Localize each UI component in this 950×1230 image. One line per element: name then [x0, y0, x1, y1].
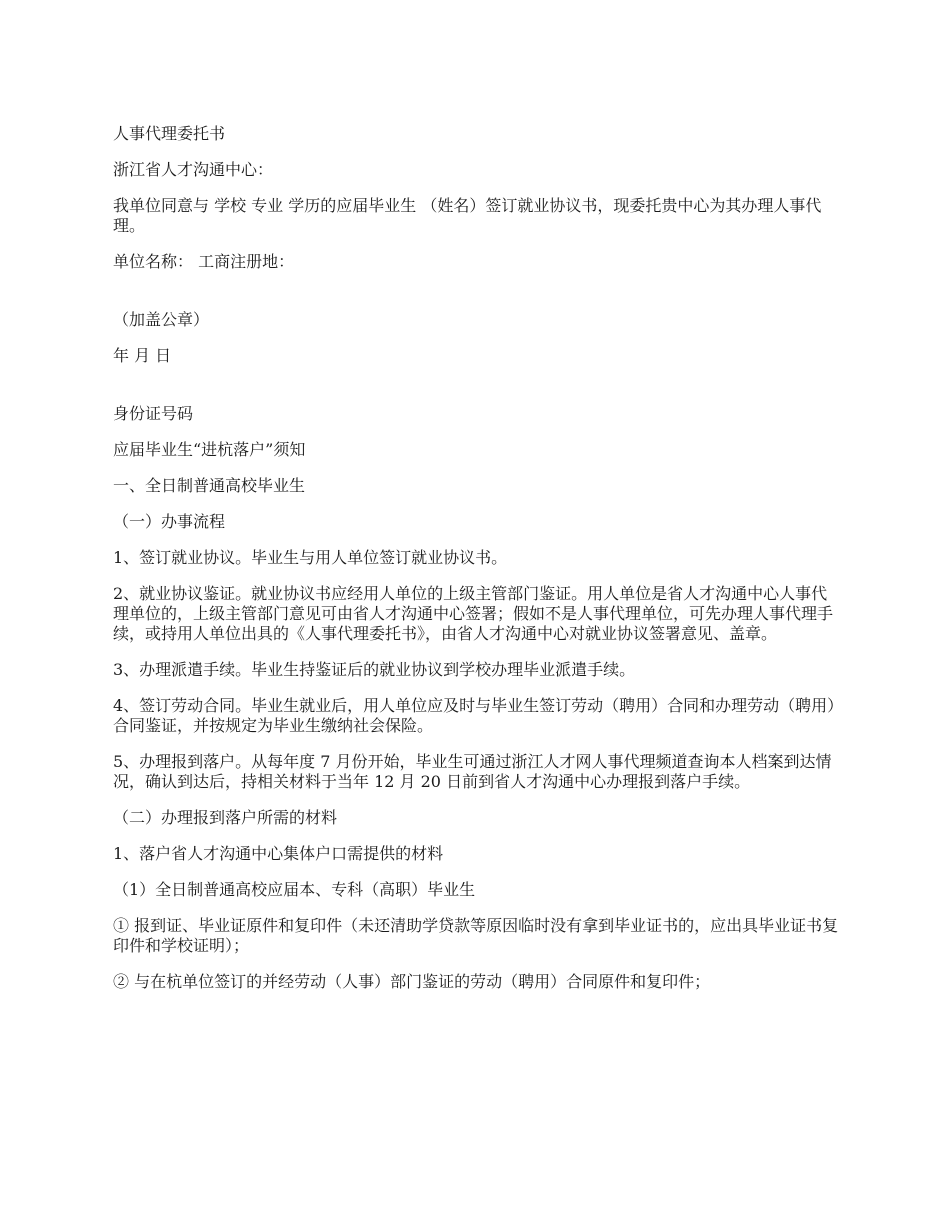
document-title: 人事代理委托书 [113, 124, 226, 143]
unit-info-line: 单位名称： 工商注册地： [113, 252, 295, 271]
materials-item-1: 1、落户省人才沟通中心集体户口需提供的材料 [113, 844, 444, 863]
process-step-2: 2、就业协议鉴证。就业协议书应经用人单位的上级主管部门鉴证。用人单位是省人才沟通中心人事代理单位的，上级主管部门意见可由省人才沟通中心签署；假如不是人事代理单位，可先办理人事代理手续，或持用人单位出具的《人事代理委托书》，由省人才沟通中心对就业协议签署意见、盖章。 [113, 584, 834, 643]
section-heading-1: 一、全日制普通高校毕业生 [113, 476, 306, 495]
official-seal-note: （加盖公章） [113, 310, 210, 329]
notice-title: 应届毕业生“进杭落户”须知 [113, 440, 306, 459]
materials-point-2: ② 与在杭单位签订的并经劳动（人事）部门鉴证的劳动（聘用）合同原件和复印件； [113, 972, 711, 991]
process-step-3: 3、办理派遣手续。毕业生持鉴证后的就业协议到学校办理毕业派遣手续。 [113, 660, 636, 679]
process-step-4: 4、签订劳动合同。毕业生就业后，用人单位应及时与毕业生签订劳动（聘用）合同和办理劳动（聘用）合同鉴证，并按规定为毕业生缴纳社会保险。 [113, 696, 836, 735]
materials-subitem-1: （1）全日制普通高校应届本、专科（高职）毕业生 [113, 880, 476, 899]
materials-point-1: ① 报到证、毕业证原件和复印件（未还清助学贷款等原因临时没有拿到毕业证书的，应出具毕业证书复印件和学校证明）； [113, 916, 839, 955]
process-step-5: 5、办理报到落户。从每年度 7 月份开始，毕业生可通过浙江人才网人事代理频道查询本人档案到达情况，确认到达后，持相关材料于当年 12 月 20 日前到省人才沟通中心办理报到落户手续。 [113, 752, 832, 791]
addressee: 浙江省人才沟通中心： [113, 160, 274, 179]
document-page [113, 124, 843, 1008]
subsection-heading-process: （一）办事流程 [113, 512, 226, 531]
entrust-statement: 我单位同意与 学校 专业 学历的应届毕业生 （姓名）签订就业协议书，现委托贵中心为其办理人事代理。 [113, 196, 822, 235]
process-step-1: 1、签订就业协议。毕业生与用人单位签订就业协议书。 [113, 548, 508, 567]
id-number-label: 身份证号码 [113, 404, 194, 423]
date-line: 年 月 日 [113, 346, 172, 365]
subsection-heading-materials: （二）办理报到落户所需的材料 [113, 808, 338, 827]
